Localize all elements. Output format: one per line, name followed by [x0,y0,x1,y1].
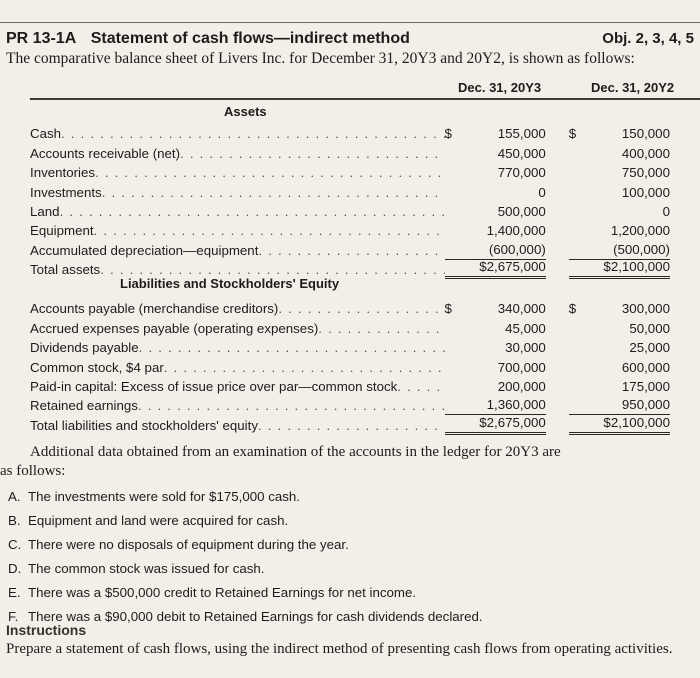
amount: (600,000) [488,241,546,257]
currency-sign [445,144,457,163]
value-prior [569,163,670,182]
table-row [30,182,670,201]
amount: 30,000 [505,340,546,356]
currency-sign [569,144,581,163]
currency-sign [569,358,581,377]
value-prior [569,202,670,221]
row-label-text: Equipment [30,223,94,239]
amount: 600,000 [621,359,670,375]
table-row [30,377,670,396]
currency-sign [445,319,457,338]
row-label [30,319,445,338]
amount: 400,000 [621,145,670,161]
list-item [8,580,688,604]
amount: 175,000 [621,378,670,394]
currency-sign [569,395,581,414]
value-current [445,299,546,318]
liabilities-table [30,299,670,435]
row-label [30,396,445,415]
row-label-text: Investments [30,184,102,200]
top-rule [0,22,700,23]
leader-dots [278,299,444,318]
table-row [30,124,670,143]
row-label-text: Dividends payable [30,340,139,356]
leader-dots [164,358,445,377]
row-label [30,358,445,377]
currency-sign [445,377,457,396]
amount: 300,000 [621,301,670,317]
amount: (500,000) [613,241,670,257]
value-prior [569,183,670,202]
table-row [30,338,670,357]
amount: 770,000 [497,165,546,181]
list-item [8,532,688,556]
row-label-text: Retained earnings [30,398,138,414]
amount: 1,400,000 [486,223,546,239]
row-label [30,338,445,357]
value-prior [569,299,670,318]
row-label [30,241,445,260]
amount: 25,000 [629,340,670,356]
currency-sign [569,163,581,182]
row-label-text: Cash [30,126,62,142]
row-label-text: Accumulated depreciation—equipment [30,242,259,258]
amount: 0 [662,203,670,219]
amount: 45,000 [505,320,546,336]
value-prior [569,319,670,338]
table-row [30,163,670,182]
list-item [8,508,688,532]
value-current [445,257,546,279]
item-text: There was a $500,000 credit to Retained Earnings for net income. [28,584,417,600]
item-text: The common stock was issued for cash. [28,560,265,576]
assets-heading: Assets [224,104,267,119]
instructions-text: Prepare a statement of cash flows, using the indirect method of presenting cash flows from operating activities. [6,641,673,657]
list-item [8,604,688,628]
value-current [445,124,546,143]
currency-sign [569,257,581,276]
value-prior [569,377,670,396]
currency-sign [445,257,457,276]
row-label [30,202,445,221]
list-item [8,556,688,580]
header-rule [30,98,700,100]
value-current [445,183,546,202]
currency-sign: $ [444,301,452,317]
value-current [445,319,546,338]
value-prior [569,338,670,357]
row-label-text: Land [30,203,60,219]
assets-table [30,124,670,279]
table-row [30,202,670,221]
leader-dots [139,338,445,357]
currency-sign [569,377,581,396]
currency-sign [445,221,457,240]
problem-number: PR 13-1A [6,30,77,47]
table-row [30,299,670,318]
currency-sign [445,240,457,259]
value-current [445,377,546,396]
value-prior [569,257,670,279]
currency-sign [445,395,457,414]
currency-sign [445,358,457,377]
amount: $2,100,000 [603,259,670,275]
additional-items-list [8,484,688,628]
problem-header [6,30,694,68]
item-letter: C. [8,536,22,552]
amount: 150,000 [621,126,670,142]
item-letter: B. [8,512,21,528]
row-label [30,163,445,182]
row-label-text: Accrued expenses payable (operating expenses) [30,320,319,336]
table-row [30,357,670,376]
row-label [30,144,445,163]
value-current [445,413,546,435]
row-label-text: Inventories [30,165,96,181]
amount: $2,675,000 [479,414,546,430]
leader-dots [258,416,445,435]
amount: 0 [538,184,546,200]
item-letter: A. [8,488,21,504]
leader-dots [60,202,445,221]
amount: 750,000 [621,165,670,181]
additional-data [0,443,694,481]
value-current [445,358,546,377]
value-prior [569,144,670,163]
table-row [30,318,670,337]
leader-dots [95,163,445,182]
row-label-text: Paid-in capital: Excess of issue price over par—common stock [30,378,398,394]
currency-sign [445,338,457,357]
list-item [8,484,688,508]
value-prior [569,358,670,377]
row-label-text: Common stock, $4 par [30,359,164,375]
item-letter: D. [8,560,22,576]
amount: 200,000 [497,378,546,394]
value-current [445,163,546,182]
currency-sign: $ [568,301,577,317]
row-label [30,124,445,143]
value-current [445,338,546,357]
problem-intro: The comparative balance sheet of Livers Inc. for December 31, 20Y3 and 20Y2, is shown as follows: [6,50,635,67]
item-text: There were no disposals of equipment during the year. [28,536,349,552]
instructions-heading: Instructions [6,622,87,638]
column-header-prior: Dec. 31, 20Y2 [591,80,675,95]
amount: $2,675,000 [479,259,546,275]
row-label [30,416,445,435]
liabilities-heading: Liabilities and Stockholders' Equity [120,276,340,291]
currency-sign [445,163,457,182]
amount: 950,000 [621,397,670,413]
leader-dots [258,241,444,260]
column-header-current: Dec. 31, 20Y3 [458,80,542,95]
amount: 340,000 [497,301,546,317]
objectives: Obj. 2, 3, 4, 5 [602,30,694,47]
amount: $2,100,000 [603,414,670,430]
value-current [445,202,546,221]
value-prior [569,124,670,143]
currency-sign: $ [568,126,577,142]
table-row [30,415,670,434]
row-label [30,377,445,396]
additional-line-1: Additional data obtained from an examination of the accounts in the ledger for 20Y3 are [30,444,561,460]
row-label-text: Accounts receivable (net) [30,145,181,161]
amount: 1,360,000 [486,397,546,413]
currency-sign: $ [444,126,452,142]
item-text: There was a $90,000 debit to Retained Earnings for cash dividends declared. [28,608,483,624]
row-label-text: Accounts payable (merchandise creditors) [30,301,279,317]
value-prior [569,413,670,435]
amount: 700,000 [497,359,546,375]
currency-sign [569,183,581,202]
currency-sign [569,240,581,259]
leader-dots [102,183,445,202]
currency-sign [445,183,457,202]
currency-sign [569,319,581,338]
amount: 500,000 [497,203,546,219]
leader-dots [94,221,445,240]
additional-line-2: as follows: [0,463,66,479]
row-label [30,221,445,240]
leader-dots [397,377,444,396]
value-prior [569,221,670,240]
leader-dots [61,124,445,143]
currency-sign [569,413,581,432]
value-current [445,144,546,163]
problem-title: Statement of cash flows—indirect method [90,30,410,47]
leader-dots [138,396,445,415]
item-text: The investments were sold for $175,000 cash. [28,488,300,504]
leader-dots [318,319,444,338]
item-letter: E. [8,584,21,600]
amount: 100,000 [621,184,670,200]
item-letter: F. [8,608,19,624]
leader-dots [180,144,445,163]
currency-sign [569,338,581,357]
table-row [30,221,670,240]
value-current [445,221,546,240]
row-label-text: Total liabilities and stockholders' equity [30,417,258,433]
amount: 155,000 [497,126,546,142]
currency-sign [569,221,581,240]
currency-sign [445,413,457,432]
amount: 50,000 [629,320,670,336]
table-row [30,143,670,162]
currency-sign [569,202,581,221]
item-text: Equipment and land were acquired for cash. [28,512,289,528]
amount: 1,200,000 [610,223,670,239]
currency-sign [445,202,457,221]
row-label-text: Total assets [30,262,101,278]
row-label [30,299,445,318]
row-label [30,183,445,202]
amount: 450,000 [497,145,546,161]
